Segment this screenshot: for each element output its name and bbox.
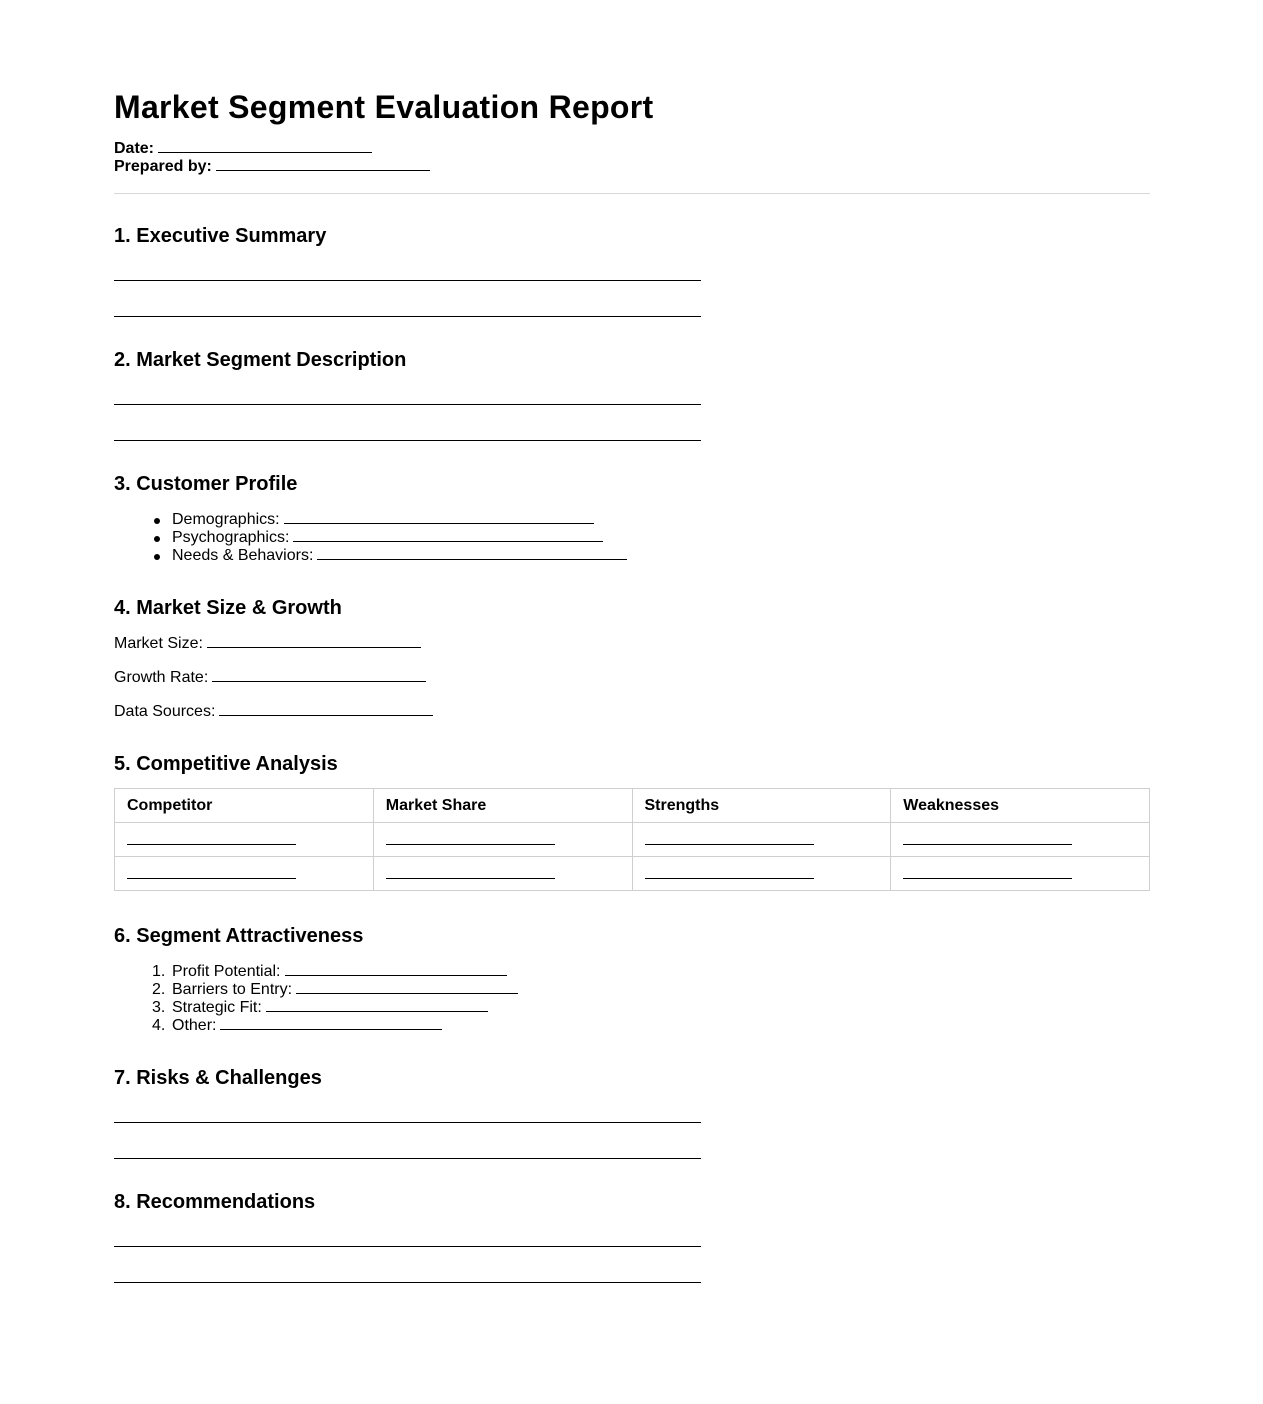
page-title: Market Segment Evaluation Report (114, 89, 654, 125)
other-label: Other: (172, 1017, 217, 1034)
cell-blank (127, 844, 296, 845)
growth-rate-field (114, 669, 426, 687)
prepared-by-field (114, 158, 430, 176)
table-cell[interactable] (632, 857, 891, 891)
segment-description-line-2[interactable] (114, 440, 701, 441)
table-cell[interactable] (373, 823, 632, 857)
cell-blank (127, 878, 296, 879)
header-market-share: Market Share (373, 789, 632, 823)
table-cell[interactable] (115, 857, 374, 891)
segment-description-line-1[interactable] (114, 404, 701, 405)
table-cell[interactable] (891, 823, 1150, 857)
bullet-icon (154, 554, 160, 560)
profit-potential-blank[interactable] (285, 963, 507, 976)
prepared-by-label: Prepared by: (114, 158, 212, 175)
header-weaknesses: Weaknesses (891, 789, 1150, 823)
cell-blank (386, 878, 555, 879)
cell-blank (645, 844, 814, 845)
needs-behaviors-blank[interactable] (317, 547, 627, 560)
bullet-icon (154, 536, 160, 542)
prepared-by-blank[interactable] (216, 158, 430, 171)
table-cell[interactable] (115, 823, 374, 857)
section-executive-summary: 1. Executive Summary (114, 225, 327, 247)
cell-blank (386, 844, 555, 845)
market-size-blank[interactable] (207, 635, 421, 648)
cell-blank (903, 844, 1072, 845)
executive-summary-line-2[interactable] (114, 316, 701, 317)
item-number: 4. (152, 1017, 166, 1034)
growth-rate-label: Growth Rate: (114, 669, 209, 686)
barriers-to-entry-label: Barriers to Entry: (172, 981, 293, 998)
data-sources-blank[interactable] (219, 703, 433, 716)
profit-potential-label: Profit Potential: (172, 963, 281, 980)
risks-line-2[interactable] (114, 1158, 701, 1159)
growth-rate-blank[interactable] (212, 669, 426, 682)
risks-line-1[interactable] (114, 1122, 701, 1123)
section-market-segment-description: 2. Market Segment Description (114, 349, 407, 371)
demographics-label: Demographics: (172, 511, 280, 528)
section-segment-attractiveness: 6. Segment Attractiveness (114, 925, 364, 947)
psychographics-blank[interactable] (293, 529, 603, 542)
data-sources-label: Data Sources: (114, 703, 216, 720)
item-number: 3. (152, 999, 166, 1016)
date-field (114, 140, 372, 158)
table-row (115, 823, 1150, 857)
item-number: 2. (152, 981, 166, 998)
section-market-size-growth: 4. Market Size & Growth (114, 597, 342, 619)
executive-summary-line-1[interactable] (114, 280, 701, 281)
header-strengths: Strengths (632, 789, 891, 823)
competitive-analysis-table (114, 788, 1150, 891)
table-header-row (115, 789, 1150, 823)
market-size-field (114, 635, 421, 653)
data-sources-field (114, 703, 433, 721)
recommendations-line-2[interactable] (114, 1282, 701, 1283)
date-label: Date: (114, 140, 155, 157)
header-competitor: Competitor (115, 789, 374, 823)
header-divider (114, 193, 1150, 194)
cell-blank (645, 878, 814, 879)
section-recommendations: 8. Recommendations (114, 1191, 316, 1213)
table-cell[interactable] (891, 857, 1150, 891)
psychographics-label: Psychographics: (172, 529, 290, 546)
other-blank[interactable] (220, 1017, 442, 1030)
section-risks-challenges: 7. Risks & Challenges (114, 1067, 322, 1089)
demographics-blank[interactable] (284, 511, 594, 524)
recommendations-line-1[interactable] (114, 1246, 701, 1247)
section-competitive-analysis: 5. Competitive Analysis (114, 753, 338, 775)
cell-blank (903, 878, 1072, 879)
barriers-to-entry-blank[interactable] (296, 981, 518, 994)
section-customer-profile: 3. Customer Profile (114, 473, 298, 495)
table-cell[interactable] (632, 823, 891, 857)
table-row (115, 857, 1150, 891)
strategic-fit-blank[interactable] (266, 999, 488, 1012)
bullet-icon (154, 518, 160, 524)
table-cell[interactable] (373, 857, 632, 891)
item-number: 1. (152, 963, 166, 980)
needs-behaviors-label: Needs & Behaviors: (172, 547, 314, 564)
strategic-fit-label: Strategic Fit: (172, 999, 262, 1016)
date-blank[interactable] (158, 140, 372, 153)
market-size-label: Market Size: (114, 635, 203, 652)
